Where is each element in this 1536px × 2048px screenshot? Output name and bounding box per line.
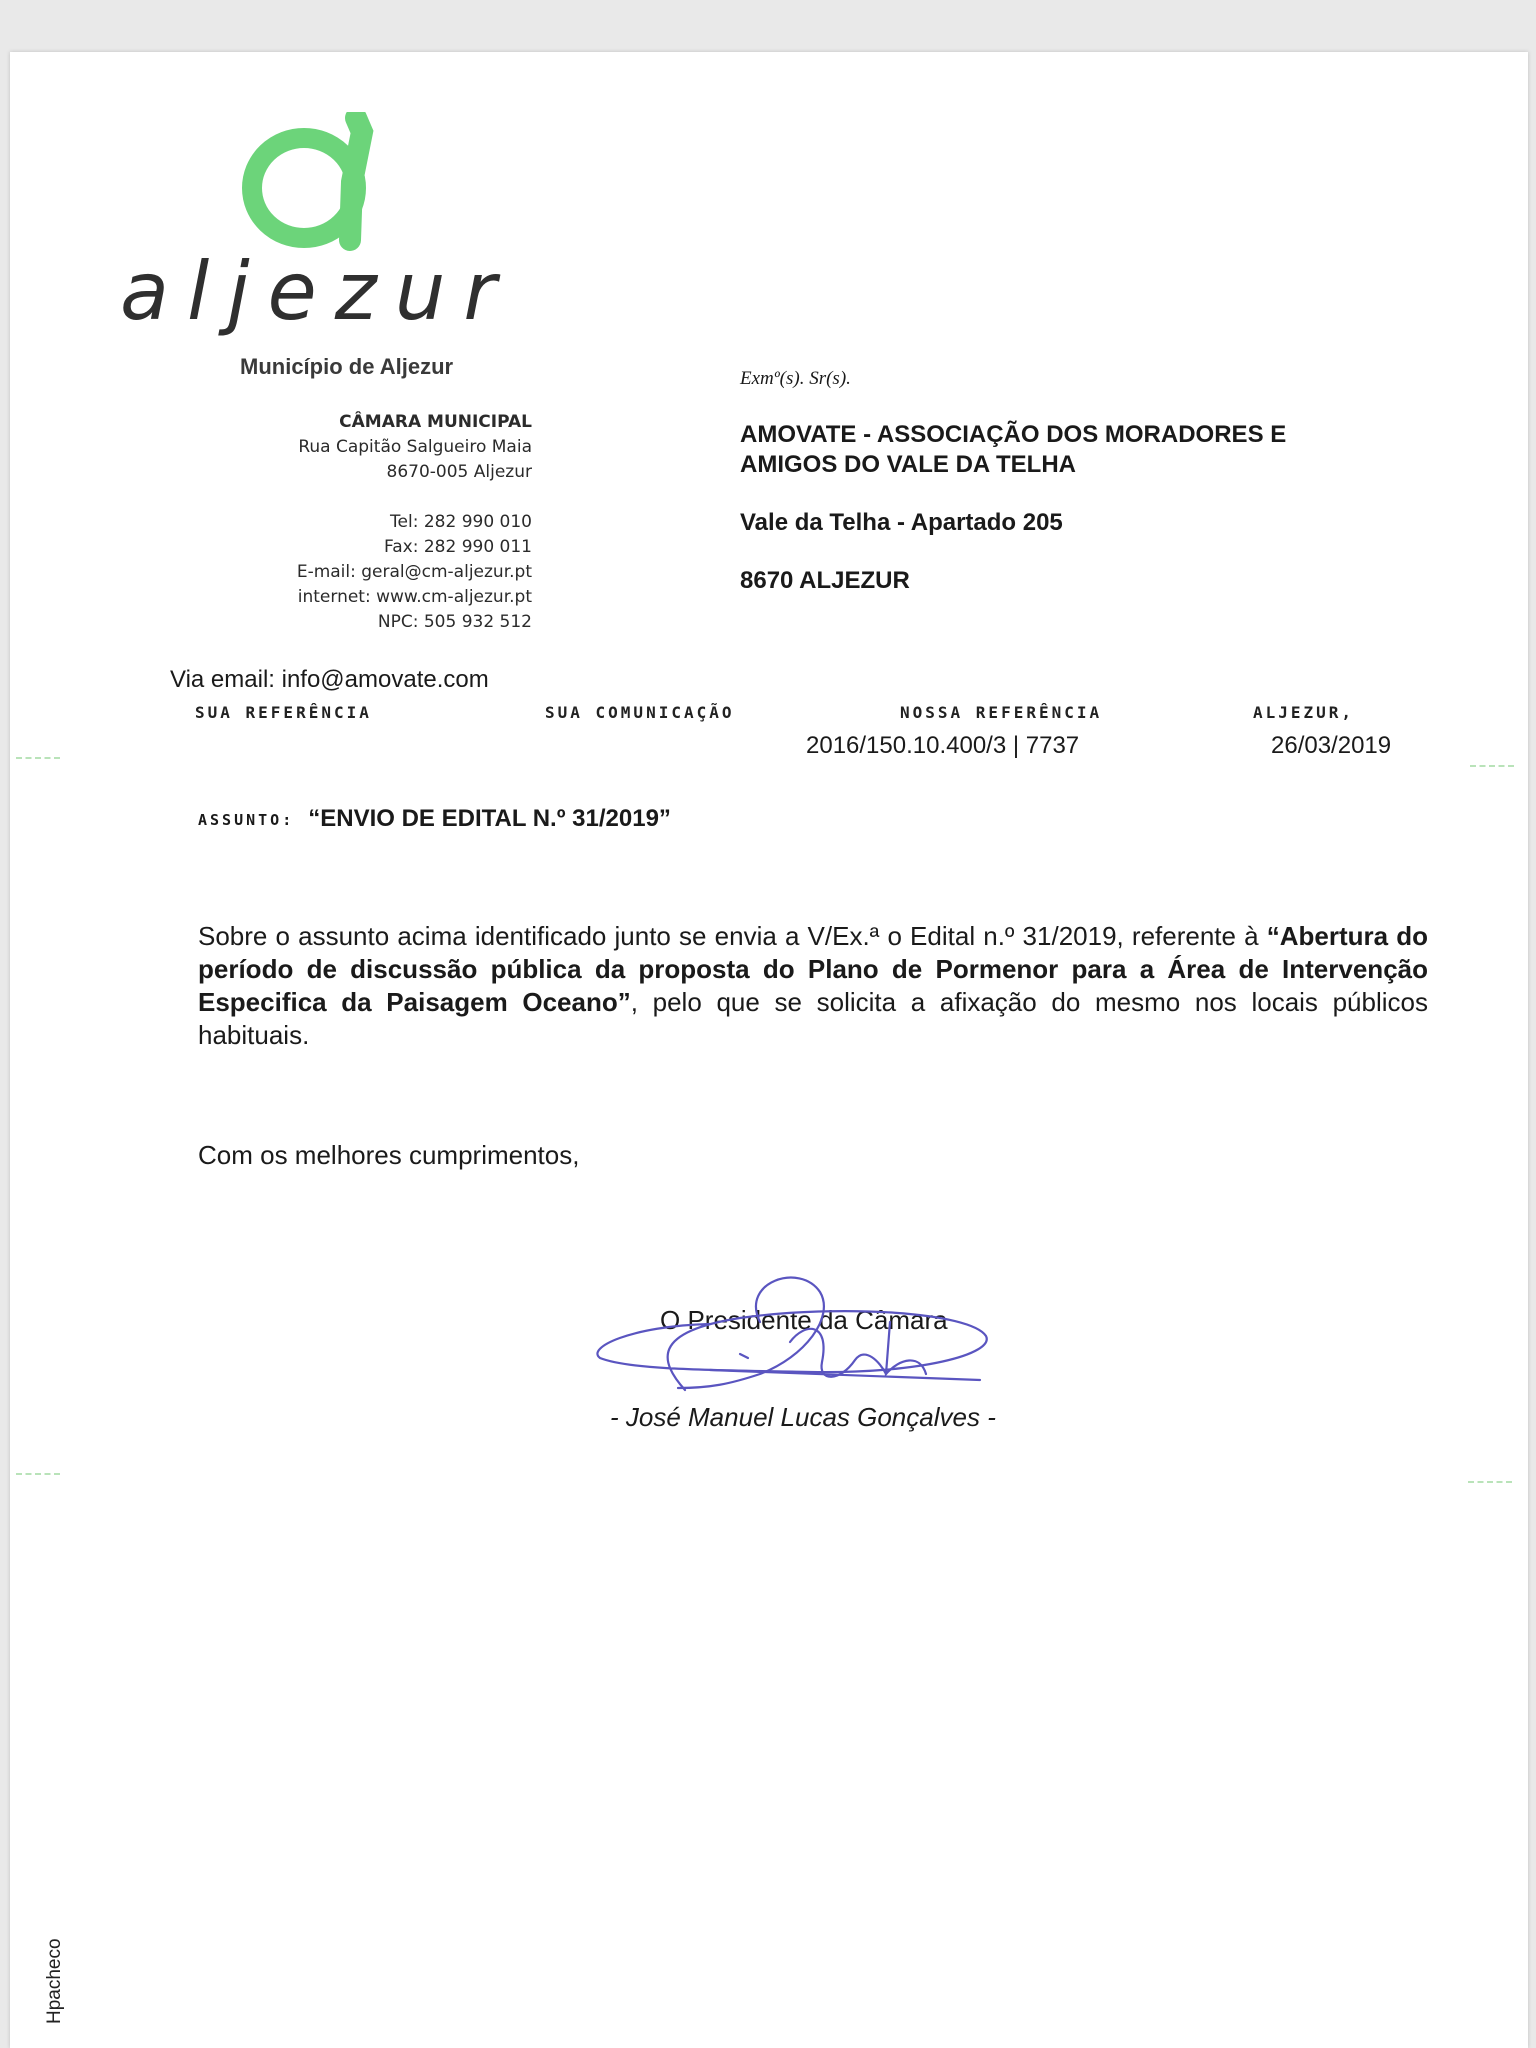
subject-label: ASSUNTO: <box>198 810 295 829</box>
place-label: ALJEZUR, <box>1253 703 1355 722</box>
body-part1: Sobre o assunto acima identificado junto se envia a V/Ex.ª o Edital n.º 31/2019, referente à <box>198 921 1267 951</box>
signatory-title: O Presidente da Câmara <box>660 1305 948 1335</box>
sender-tel: Tel: 282 990 010 <box>390 512 532 532</box>
scan-margin-mark <box>1468 1481 1512 1483</box>
recipient-city: 8670 ALJEZUR <box>740 567 910 594</box>
sua-comunicacao-label: SUA COMUNICAÇÃO <box>545 703 735 722</box>
sender-postcode: 8670-005 Aljezur <box>386 462 532 482</box>
subject-text: “ENVIO DE EDITAL N.º 31/2019” <box>308 805 671 832</box>
sua-referencia-label: SUA REFERÊNCIA <box>195 703 372 722</box>
sender-email: E-mail: geral@cm-aljezur.pt <box>296 562 532 582</box>
sender-address-block <box>297 410 532 635</box>
scan-margin-mark <box>16 1473 60 1475</box>
aljezur-logo-mark <box>232 112 392 252</box>
sender-internet: internet: www.cm-aljezur.pt <box>297 587 532 607</box>
subject-line <box>198 805 671 833</box>
sender-street: Rua Capitão Salgueiro Maia <box>298 437 532 457</box>
recipient-name-line2: AMIGOS DO VALE DA TELHA <box>740 451 1076 478</box>
body-bold: “Abertura do período de discussão pública da proposta do Plano de Pormenor para a Área de Intervenção Especifica da Paisagem Oceano” <box>198 921 1428 1017</box>
scan-margin-mark <box>16 757 60 759</box>
signatory-name: - José Manuel Lucas Gonçalves - <box>610 1402 996 1432</box>
scan-margin-mark <box>1470 765 1514 767</box>
body-part2: , pelo que se solicita a afixação do mesmo nos locais públicos habituais. <box>198 987 1428 1050</box>
sender-npc: NPC: 505 932 512 <box>377 612 532 632</box>
via-email: Via email: info@amovate.com <box>170 666 489 693</box>
logo-wordmark: aljezur <box>120 245 515 338</box>
letter-date: 26/03/2019 <box>1271 732 1392 759</box>
recipient-name-line1: AMOVATE - ASSOCIAÇÃO DOS MORADORES E <box>740 421 1287 448</box>
sender-fax: Fax: 282 990 011 <box>384 537 532 557</box>
side-mark: Hpacheco <box>44 1938 65 2024</box>
logo-subtitle: Município de Aljezur <box>240 354 454 379</box>
nossa-referencia-label: NOSSA REFERÊNCIA <box>900 703 1103 722</box>
closing-line: Com os melhores cumprimentos, <box>198 1140 580 1170</box>
sender-org: CÂMARA MUNICIPAL <box>339 412 532 432</box>
handwritten-signature <box>590 1262 1000 1392</box>
recipient-address-block <box>740 420 1286 596</box>
letter-body <box>198 920 1428 1052</box>
nossa-referencia-value: 2016/150.10.400/3 | 7737 <box>806 732 1080 759</box>
recipient-salutation: Exmº(s). Sr(s). <box>740 368 851 389</box>
recipient-street: Vale da Telha - Apartado 205 <box>740 509 1063 536</box>
